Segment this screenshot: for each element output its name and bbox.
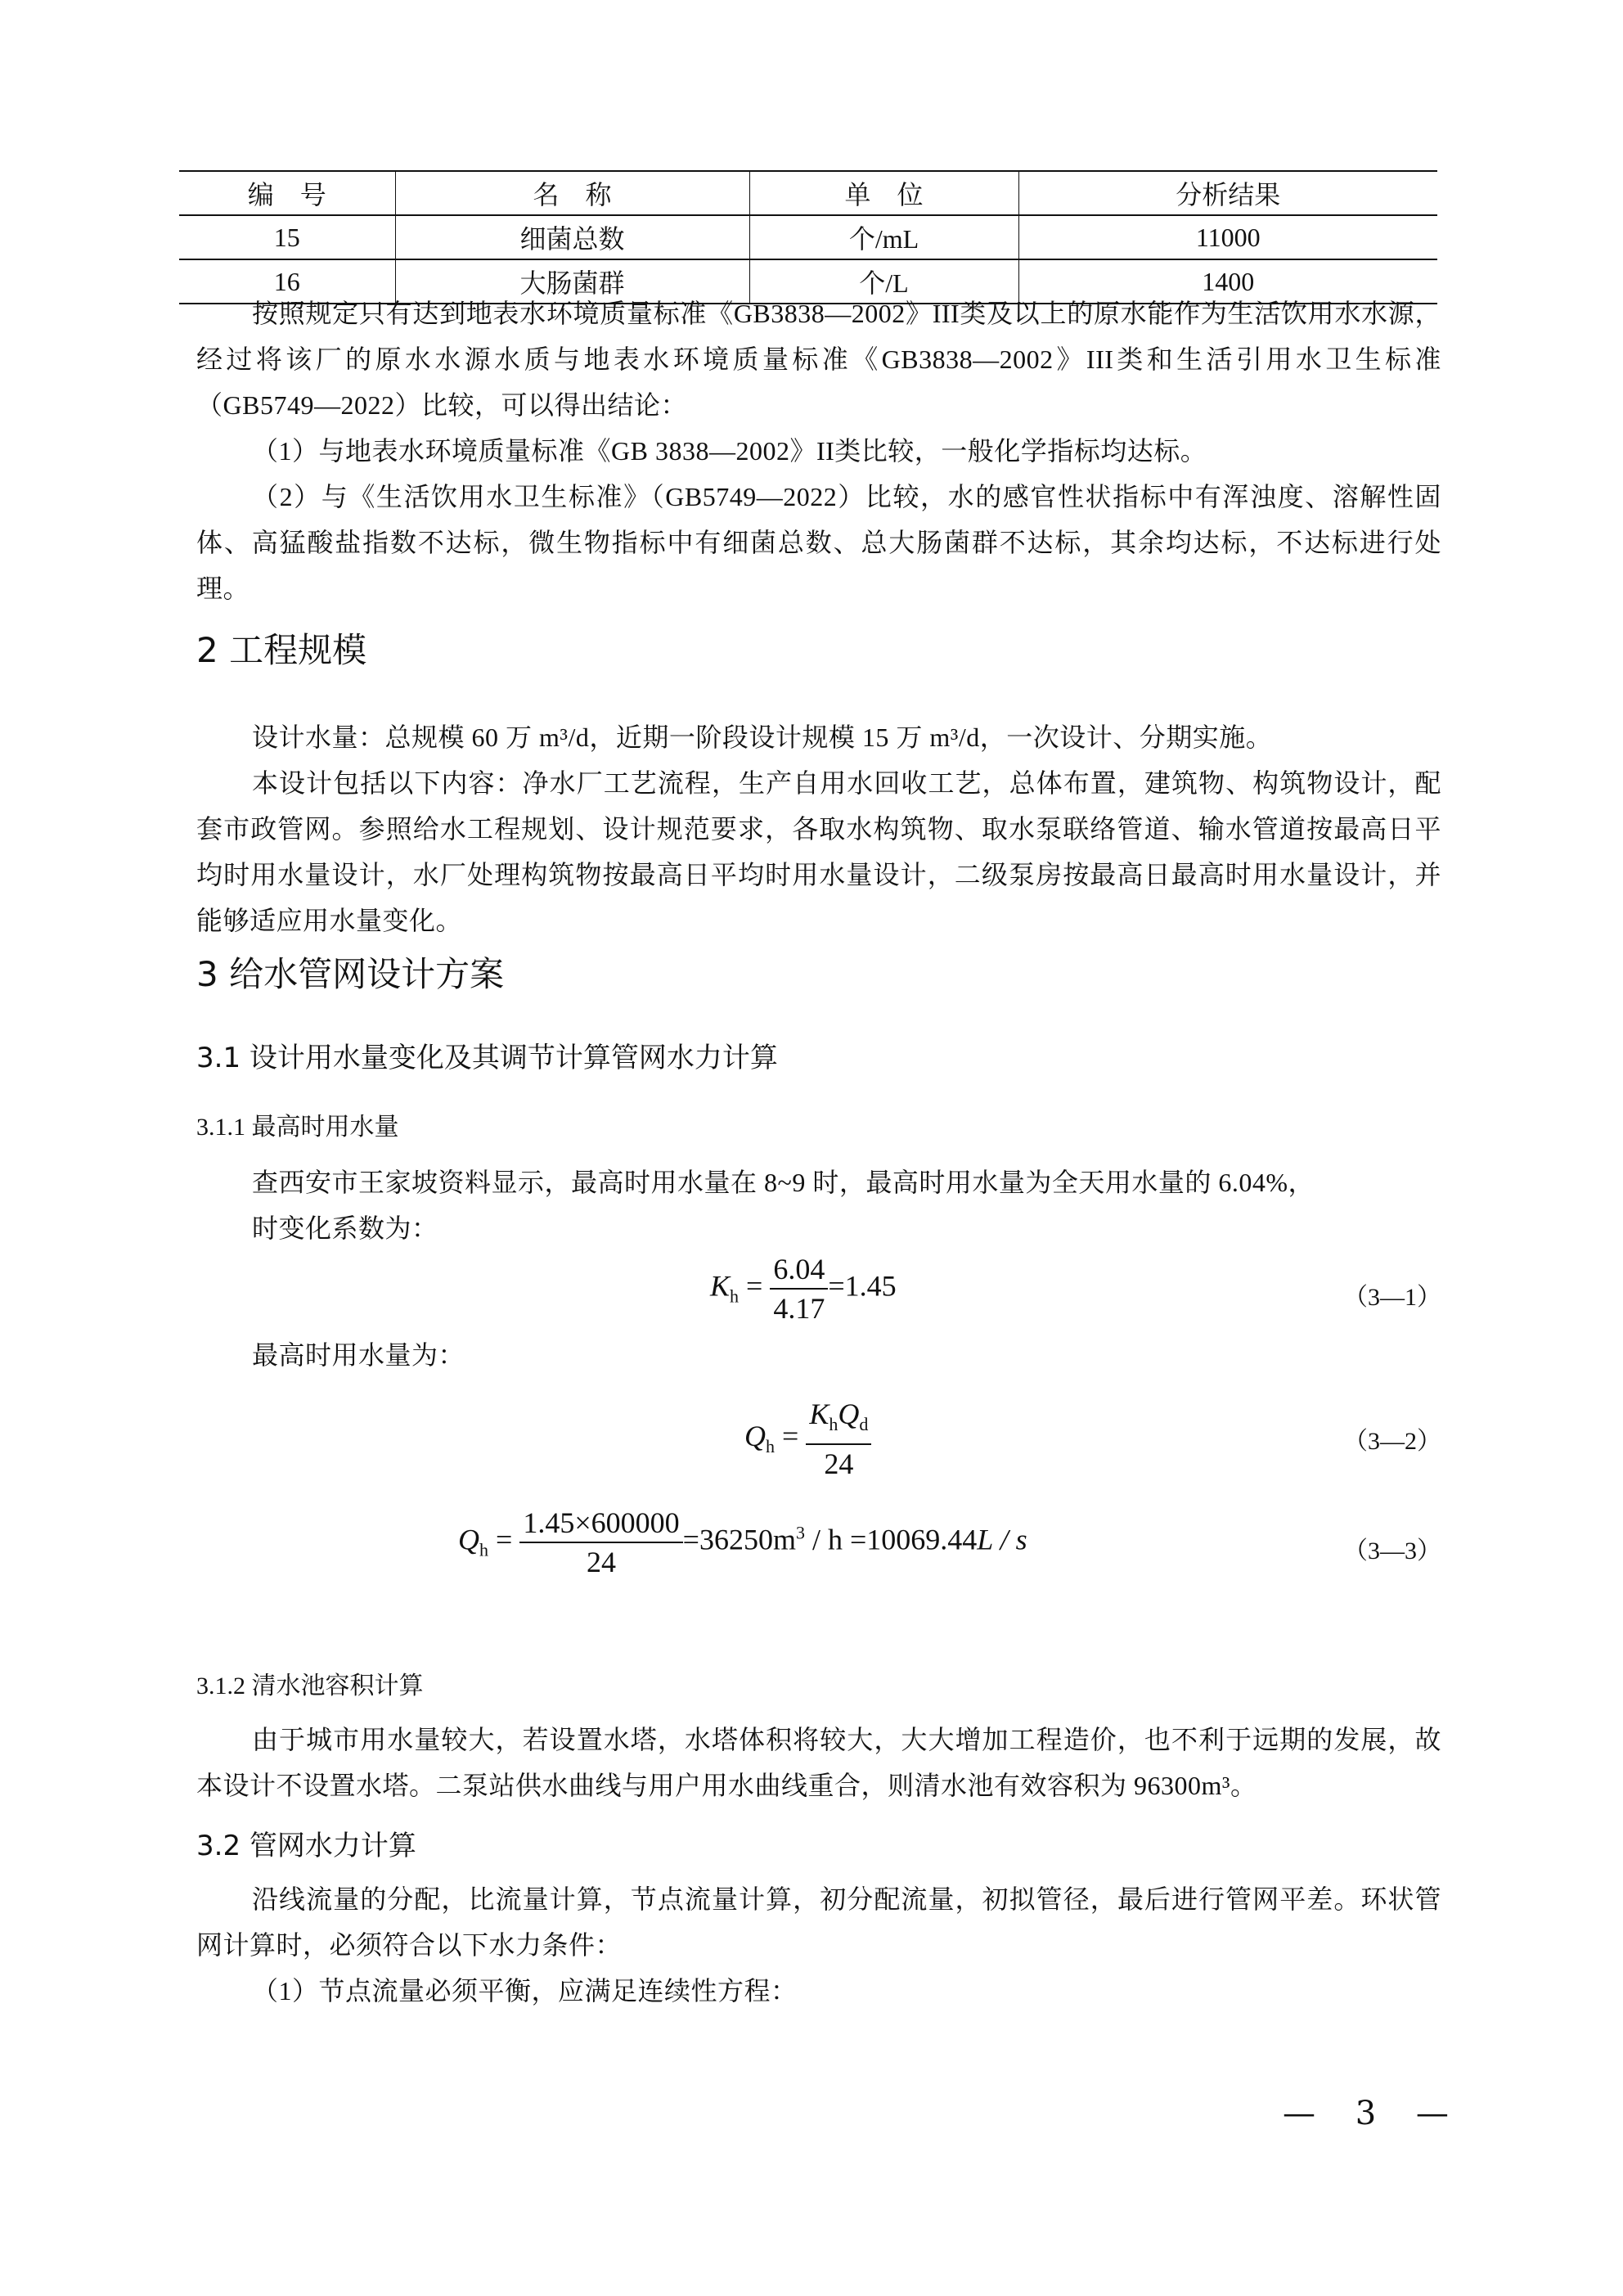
header-cell: 分析结果 bbox=[1018, 171, 1437, 215]
section-3-1-1-paragraph-2: 时变化系数为： bbox=[252, 1213, 438, 1243]
table-cell: 11000 bbox=[1018, 215, 1437, 259]
eq-equals: = bbox=[496, 1523, 513, 1556]
table-cell: 个/L bbox=[749, 259, 1018, 304]
eq-numerator: 6.04 bbox=[770, 1250, 828, 1290]
eq-fraction bbox=[770, 1250, 828, 1327]
table-cell: 15 bbox=[179, 215, 395, 259]
eq-subscript: h bbox=[730, 1285, 740, 1307]
table-header-row bbox=[179, 171, 1437, 215]
section-3-1-1-paragraph-1: 查西安市王家坡资料显示，最高时用水量在 8~9 时，最高时用水量为全天用水量的 6.04%， bbox=[252, 1168, 1315, 1197]
eq-numerator bbox=[806, 1395, 871, 1445]
table-cell: 16 bbox=[179, 259, 395, 304]
table-row bbox=[179, 215, 1437, 259]
eq-symbol: Q bbox=[458, 1523, 479, 1556]
eq-numerator: 1.45×600000 bbox=[519, 1504, 682, 1543]
intro-paragraph-2: （1）与地表水环境质量标准《GB 3838—2002》II类比较，一般化学指标均达标。 bbox=[252, 436, 1207, 466]
eq-result: 10069.44 bbox=[866, 1523, 978, 1556]
page-number: — 3 — bbox=[1283, 2095, 1463, 2132]
eq-unit: L / s bbox=[977, 1523, 1027, 1556]
eq-subscript: h bbox=[766, 1436, 775, 1457]
eq-equals: = bbox=[842, 1523, 867, 1556]
eq-fraction bbox=[519, 1504, 682, 1581]
eq-equals: = bbox=[782, 1419, 799, 1452]
section-3-2-paragraph-2: （1）节点流量必须平衡，应满足连续性方程： bbox=[252, 1976, 798, 2006]
water-quality-table bbox=[179, 170, 1437, 304]
eq-symbol: K bbox=[710, 1269, 731, 1303]
eq-subscript: h bbox=[479, 1539, 488, 1560]
section-3-1-2-paragraph: 由于城市用水量较大，若设置水塔，水塔体积将较大，大大增加工程造价，也不利于远期的发展，故本设计不设置水塔。二泵站供水曲线与用户用水曲线重合，则清水池有效容积为 96300m³。 bbox=[196, 1725, 1441, 1800]
intro-paragraph-3: （2）与《生活饮用水卫生标准》（GB5749—2022）比较，水的感官性状指标中有浑浊度、溶解性固体、高猛酸盐指数不达标，微生物指标中有细菌总数、总大肠菌群不达标，其余均达标，不达标进行处理。 bbox=[196, 482, 1441, 603]
section-3-1-1-heading: 3.1.1 最高时用水量 bbox=[196, 1114, 399, 1141]
eq-denominator: 24 bbox=[586, 1546, 616, 1578]
header-cell: 编 号 bbox=[179, 171, 395, 215]
section-2-heading: 2 工程规模 bbox=[196, 630, 367, 670]
equation-number: （3—3） bbox=[1343, 1537, 1441, 1564]
equation-number: （3—2） bbox=[1343, 1428, 1441, 1455]
equation-3-2 bbox=[744, 1395, 871, 1483]
section-2-paragraph-2: 本设计包括以下内容：净水厂工艺流程，生产自用水回收工艺，总体布置，建筑物、构筑物设计，配套市政管网。参照给水工程规划、设计规范要求，各取水构筑物、取水泵联络管道、输水管道按最高日平均时用水量设计，水厂处理构筑物按最高日平均时用水量设计，二级泵房按最高日最高时用水量设计，并能够适应用水量变化。 bbox=[196, 768, 1441, 935]
section-3-2-paragraph-1: 沿线流量的分配，比流量计算，节点流量计算，初分配流量，初拟管径，最后进行管网平差。环状管网计算时，必须符合以下水力条件： bbox=[196, 1884, 1441, 1960]
table-cell: 大肠菌群 bbox=[395, 259, 749, 304]
section-3-1-1-paragraph-3: 最高时用水量为： bbox=[252, 1340, 465, 1370]
eq-denominator: 24 bbox=[824, 1447, 854, 1481]
header-cell: 单 位 bbox=[749, 171, 1018, 215]
section-3-1-heading: 3.1 设计用水量变化及其调节计算管网水力计算 bbox=[196, 1042, 778, 1074]
section-3-2-heading: 3.2 管网水力计算 bbox=[196, 1830, 416, 1862]
eq-unit: / h bbox=[804, 1523, 843, 1556]
equation-3-1 bbox=[710, 1250, 897, 1327]
intro-paragraph-1: 按照规定只有达到地表水环境质量标准《GB3838—2002》III类及以上的原水能作为生活饮用水水源，经过将该厂的原水水源水质与地表水环境质量标准《GB3838—2002》III类和生活引用水卫生标准（GB5749—2022）比较，可以得出结论： bbox=[196, 299, 1441, 420]
eq-symbol: K bbox=[809, 1398, 829, 1430]
table-cell: 个/mL bbox=[749, 215, 1018, 259]
eq-fraction bbox=[806, 1395, 871, 1483]
header-cell: 名 称 bbox=[395, 171, 749, 215]
eq-superscript: 3 bbox=[795, 1522, 805, 1543]
eq-denominator: 4.17 bbox=[773, 1292, 825, 1325]
equation-3-3 bbox=[458, 1504, 1027, 1581]
table-cell: 1400 bbox=[1018, 259, 1437, 304]
equation-number: （3—1） bbox=[1343, 1284, 1441, 1311]
section-3-heading: 3 给水管网设计方案 bbox=[196, 954, 505, 994]
eq-equals: = bbox=[828, 1269, 845, 1303]
table-cell: 细菌总数 bbox=[395, 215, 749, 259]
section-3-1-2-heading: 3.1.2 清水池容积计算 bbox=[196, 1672, 424, 1699]
eq-equals: = bbox=[746, 1269, 763, 1303]
eq-equals: = bbox=[682, 1523, 699, 1556]
eq-subscript: h bbox=[829, 1414, 838, 1435]
eq-symbol: Q bbox=[838, 1398, 860, 1430]
eq-result: 36250m bbox=[699, 1523, 796, 1556]
section-2-paragraph-1: 设计水量：总规模 60 万 m³/d，近期一阶段设计规模 15 万 m³/d，一次设计、分期实施。 bbox=[252, 723, 1273, 752]
eq-result: 1.45 bbox=[844, 1269, 897, 1303]
eq-symbol: Q bbox=[744, 1419, 766, 1452]
eq-subscript: d bbox=[859, 1414, 869, 1435]
